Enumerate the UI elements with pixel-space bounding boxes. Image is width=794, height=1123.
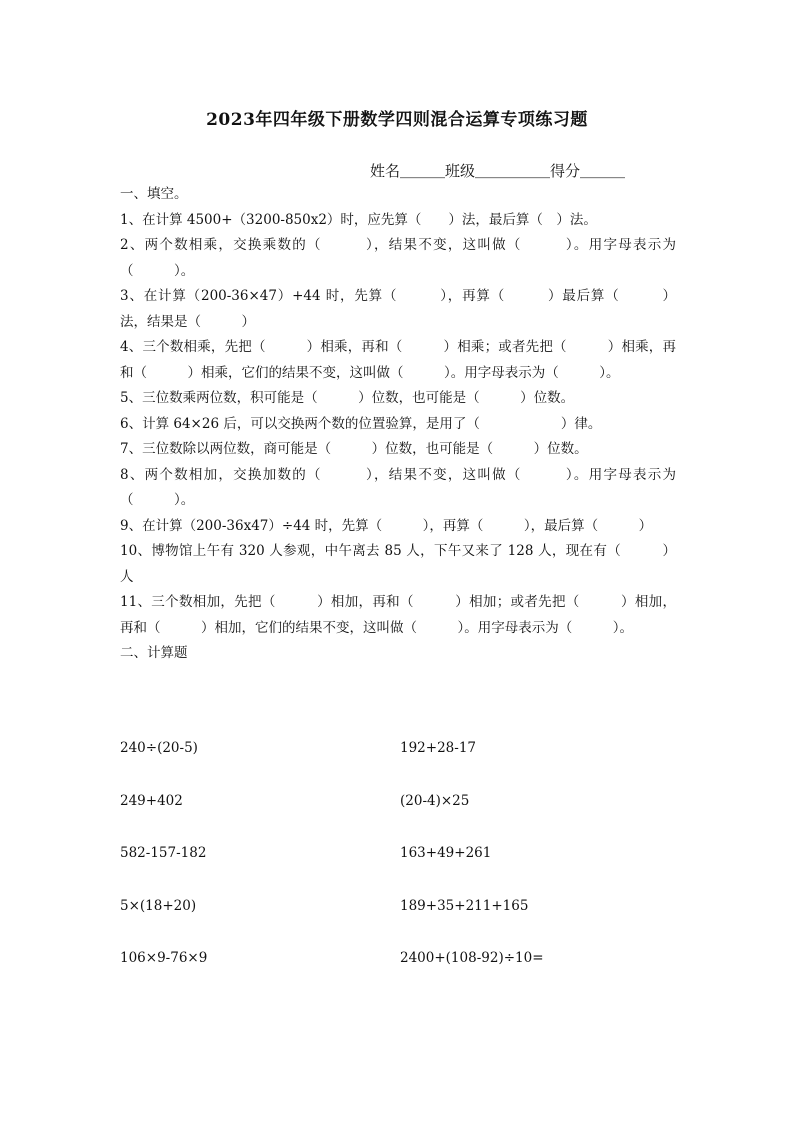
calc-problem: 5×(18+20) (120, 897, 197, 914)
student-info-line: 姓名＿＿＿班级＿＿＿＿＿得分＿＿＿ (370, 162, 626, 180)
calc-problem: 189+35+211+165 (400, 897, 529, 914)
calc-row (120, 845, 680, 898)
calc-row (120, 793, 680, 846)
calc-row (120, 950, 680, 1003)
calc-row (120, 898, 680, 951)
question-7: 7、三位数除以两位数，商可能是（ ）位数，也可能是（ ）位数。 (120, 441, 588, 457)
page-title: 2023年四年级下册数学四则混合运算专项练习题 (206, 110, 588, 130)
question-2: 2、两个数相乘，交换乘数的（ ），结果不变，这叫做（ ）。用字母表示为（ ）。 (120, 237, 676, 279)
question-3: 3、在计算（200-36×47）+44 时，先算（ ），再算（ ）最后算（ ）法，结果是（ ） (120, 288, 676, 330)
calc-problem: (20-4)×25 (400, 792, 470, 809)
calc-problem: 240÷(20-5) (120, 740, 198, 756)
calculation-section (120, 740, 680, 1003)
question-9: 9、在计算（200-36x47）÷44 时，先算（ ），再算（ ），最后算（ ） (120, 517, 653, 534)
calc-problem: 2400+(108-92)÷10= (400, 950, 544, 966)
section-heading-fill: 一、填空。 (120, 186, 188, 202)
calc-problem: 106×9-76×9 (120, 950, 208, 966)
question-11: 11、三个数相加，先把（ ）相加，再和（ ）相加；或者先把（ ）相加，再和（ ）相加，它们的结果不变，这叫做（ ）。用字母表示为（ ）。 (120, 594, 676, 636)
calc-problem: 192+28-17 (400, 740, 476, 756)
question-4: 4、三个数相乘，先把（ ）相乘，再和（ ）相乘；或者先把（ ）相乘，再和（ ）相乘，它们的结果不变，这叫做（ ）。用字母表示为（ ）。 (120, 339, 676, 381)
fill-in-section (120, 182, 676, 667)
question-1: 1、在计算 4500+（3200-850x2）时，应先算（ ）法，最后算（ ）法。 (120, 211, 597, 228)
calc-problem: 582-157-182 (120, 845, 207, 861)
calc-problem: 163+49+261 (400, 845, 492, 861)
section-heading-calc: 二、计算题 (120, 645, 188, 661)
calc-row (120, 740, 680, 793)
calc-problem: 249+402 (120, 792, 183, 809)
question-6: 6、计算 64×26 后，可以交换两个数的位置验算，是用了（ ）律。 (120, 415, 602, 432)
question-10: 10、博物馆上午有 320 人参观，中午离去 85 人，下午又来了 128 人，现在有（ ）人 (120, 543, 676, 585)
question-8: 8、两个数相加，交换加数的（ ），结果不变，这叫做（ ）。用字母表示为（ ）。 (120, 466, 676, 508)
question-5: 5、三位数乘两位数，积可能是（ ）位数，也可能是（ ）位数。 (120, 390, 575, 406)
